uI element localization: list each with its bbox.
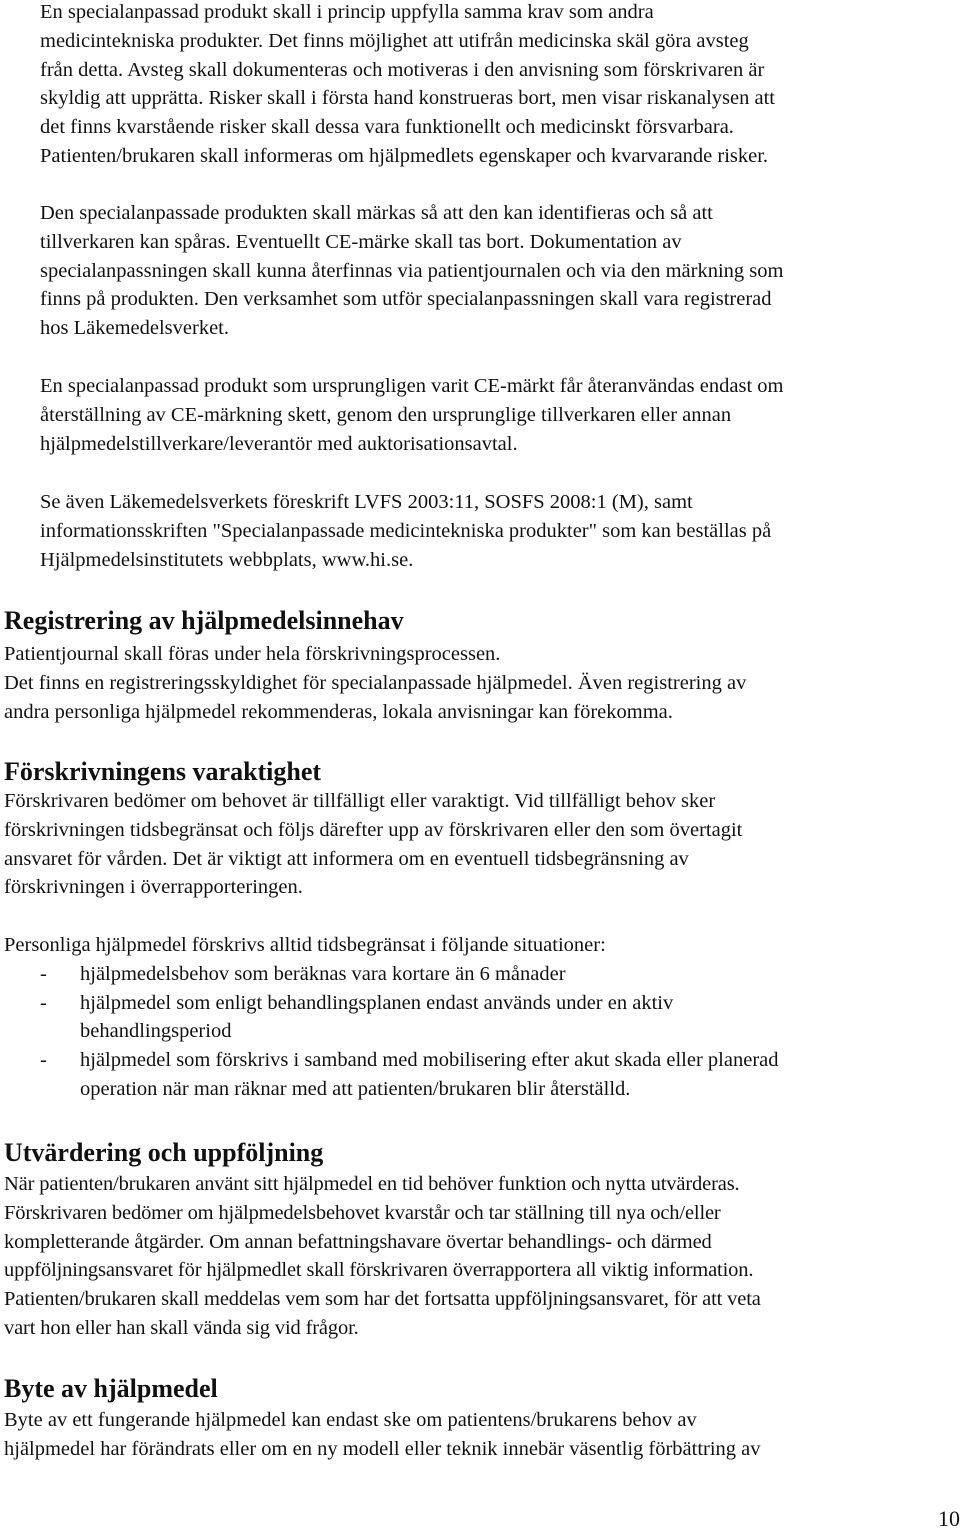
- list-item: [4, 960, 779, 989]
- heading-varaktighet: Förskrivningens varaktighet: [4, 757, 322, 786]
- list-item-text: hjälpmedel som enligt behandlingsplanen endast används under en aktiv: [80, 991, 674, 1014]
- list-tidsbegransat: [4, 931, 779, 1104]
- list-item-text: hjälpmedelsbehov som beräknas vara kortare än 6 månader: [80, 962, 566, 985]
- text-line: ansvaret för vården. Det är viktigt att informera om en eventuell tidsbegränsning av: [4, 847, 689, 870]
- list-item: [4, 989, 779, 1047]
- text-line: från detta. Avsteg skall dokumenteras och motiveras i den anvisning som förskrivaren är: [40, 58, 765, 81]
- text-line: När patienten/brukaren använt sitt hjälpmedel en tid behöver funktion och nytta utvärderas.: [4, 1173, 740, 1195]
- page-number: 10: [938, 1506, 960, 1531]
- dash-bullet: -: [40, 1049, 47, 1072]
- text-line: Se även Läkemedelsverkets föreskrift LVFS 2003:11, SOSFS 2008:1 (M), samt: [40, 491, 693, 513]
- text-line: återställning av CE-märkning skett, genom den ursprunglige tillverkaren eller annan: [40, 403, 732, 426]
- text-line: informationsskriften "Specialanpassade medicintekniska produkter" som kan beställas på: [40, 519, 772, 542]
- paragraph-byte: [4, 1406, 761, 1464]
- list-item-text: operation när man räknar med att patienten/brukaren blir återställd.: [80, 1077, 631, 1100]
- text-line: Hjälpmedelsinstitutets webbplats, www.hi.se.: [40, 548, 414, 571]
- text-line: Patienten/brukaren skall meddelas vem som har det fortsatta uppföljningsansvaret, för att veta: [4, 1288, 761, 1311]
- paragraph-markning: [40, 199, 783, 343]
- heading-registrering: Registrering av hjälpmedelsinnehav: [4, 606, 404, 635]
- text-line: Byte av ett fungerande hjälpmedel kan endast ske om patientens/brukarens behov av: [4, 1409, 697, 1431]
- text-line: Den specialanpassade produkten skall märkas så att den kan identifieras och så att: [40, 202, 713, 224]
- text-line: förskrivningen tidsbegränsat och följs därefter upp av förskrivaren eller den som övertagit: [4, 818, 743, 841]
- text-line: En specialanpassad produkt skall i princip uppfylla samma krav som andra: [40, 1, 654, 23]
- text-line: skyldig att upprätta. Risker skall i första hand konstrueras bort, men visar riskanalysen att: [40, 87, 775, 110]
- text-line: kompletterande åtgärder. Om annan befattningshavare övertar behandlings- och därmed: [4, 1230, 712, 1253]
- text-line: finns på produkten. Den verksamhet som utför specialanpassningen skall vara registrerad: [40, 288, 772, 311]
- text-line: tillverkaren kan spåras. Eventuellt CE-märke skall tas bort. Dokumentation av: [40, 230, 682, 253]
- text-line: vart hon eller han skall vända sig vid frågor.: [4, 1316, 359, 1339]
- dash-bullet: -: [40, 962, 47, 985]
- paragraph-ce-markning: [40, 372, 783, 458]
- text-line: andra personliga hjälpmedel rekommenderas, lokala anvisningar kan förekomma.: [4, 700, 673, 723]
- heading-byte: Byte av hjälpmedel: [4, 1374, 218, 1403]
- text-line: hjälpmedel har förändrats eller om en ny modell eller teknik innebär väsentlig förbättring av: [4, 1437, 761, 1460]
- text-line: Patientjournal skall föras under hela förskrivningsprocessen.: [4, 643, 501, 665]
- heading-utvardering: Utvärdering och uppföljning: [4, 1138, 324, 1167]
- text-line: Det finns en registreringsskyldighet för specialanpassade hjälpmedel. Även registrering av: [4, 671, 747, 694]
- list-item-text: hjälpmedel som förskrivs i samband med mobilisering efter akut skada eller planerad: [80, 1049, 779, 1072]
- text-line: uppföljningsansvaret för hjälpmedlet skall förskrivaren överrapportera all viktig information.: [4, 1259, 754, 1282]
- paragraph-registrering: [4, 640, 746, 726]
- paragraph-utvardering: [4, 1170, 761, 1343]
- text-line: Förskrivaren bedömer om hjälpmedelsbehovet kvarstår och tar ställning till nya och/eller: [4, 1201, 721, 1224]
- list-item: [4, 1046, 779, 1104]
- list-intro: Personliga hjälpmedel förskrivs alltid tidsbegränsat i följande situationer:: [4, 934, 606, 956]
- text-line: medicintekniska produkter. Det finns möjlighet att utifrån medicinska skäl göra avsteg: [40, 29, 749, 52]
- text-line: Patienten/brukaren skall informeras om hjälpmedlets egenskaper och kvarvarande risker.: [40, 144, 769, 167]
- text-line: förskrivningen i överrapporteringen.: [4, 876, 303, 899]
- text-line: hjälpmedelstillverkare/leverantör med auktorisationsavtal.: [40, 432, 518, 455]
- dash-bullet: -: [40, 991, 47, 1014]
- text-line: hos Läkemedelsverket.: [40, 317, 229, 340]
- text-line: Förskrivaren bedömer om behovet är tillfälligt eller varaktigt. Vid tillfälligt behov sker: [4, 790, 716, 812]
- text-line: En specialanpassad produkt som ursprungligen varit CE-märkt får återanvändas endast om: [40, 375, 784, 397]
- paragraph-specialanpassad-krav: [40, 0, 775, 171]
- list-item-text: behandlingsperiod: [80, 1020, 232, 1043]
- paragraph-foreskrift-reference: [40, 488, 771, 574]
- text-line: det finns kvarstående risker skall dessa vara funktionellt och medicinskt försvarbara.: [40, 116, 734, 139]
- paragraph-varaktighet: [4, 787, 742, 902]
- text-line: specialanpassningen skall kunna återfinnas via patientjournalen och via den märkning som: [40, 259, 784, 282]
